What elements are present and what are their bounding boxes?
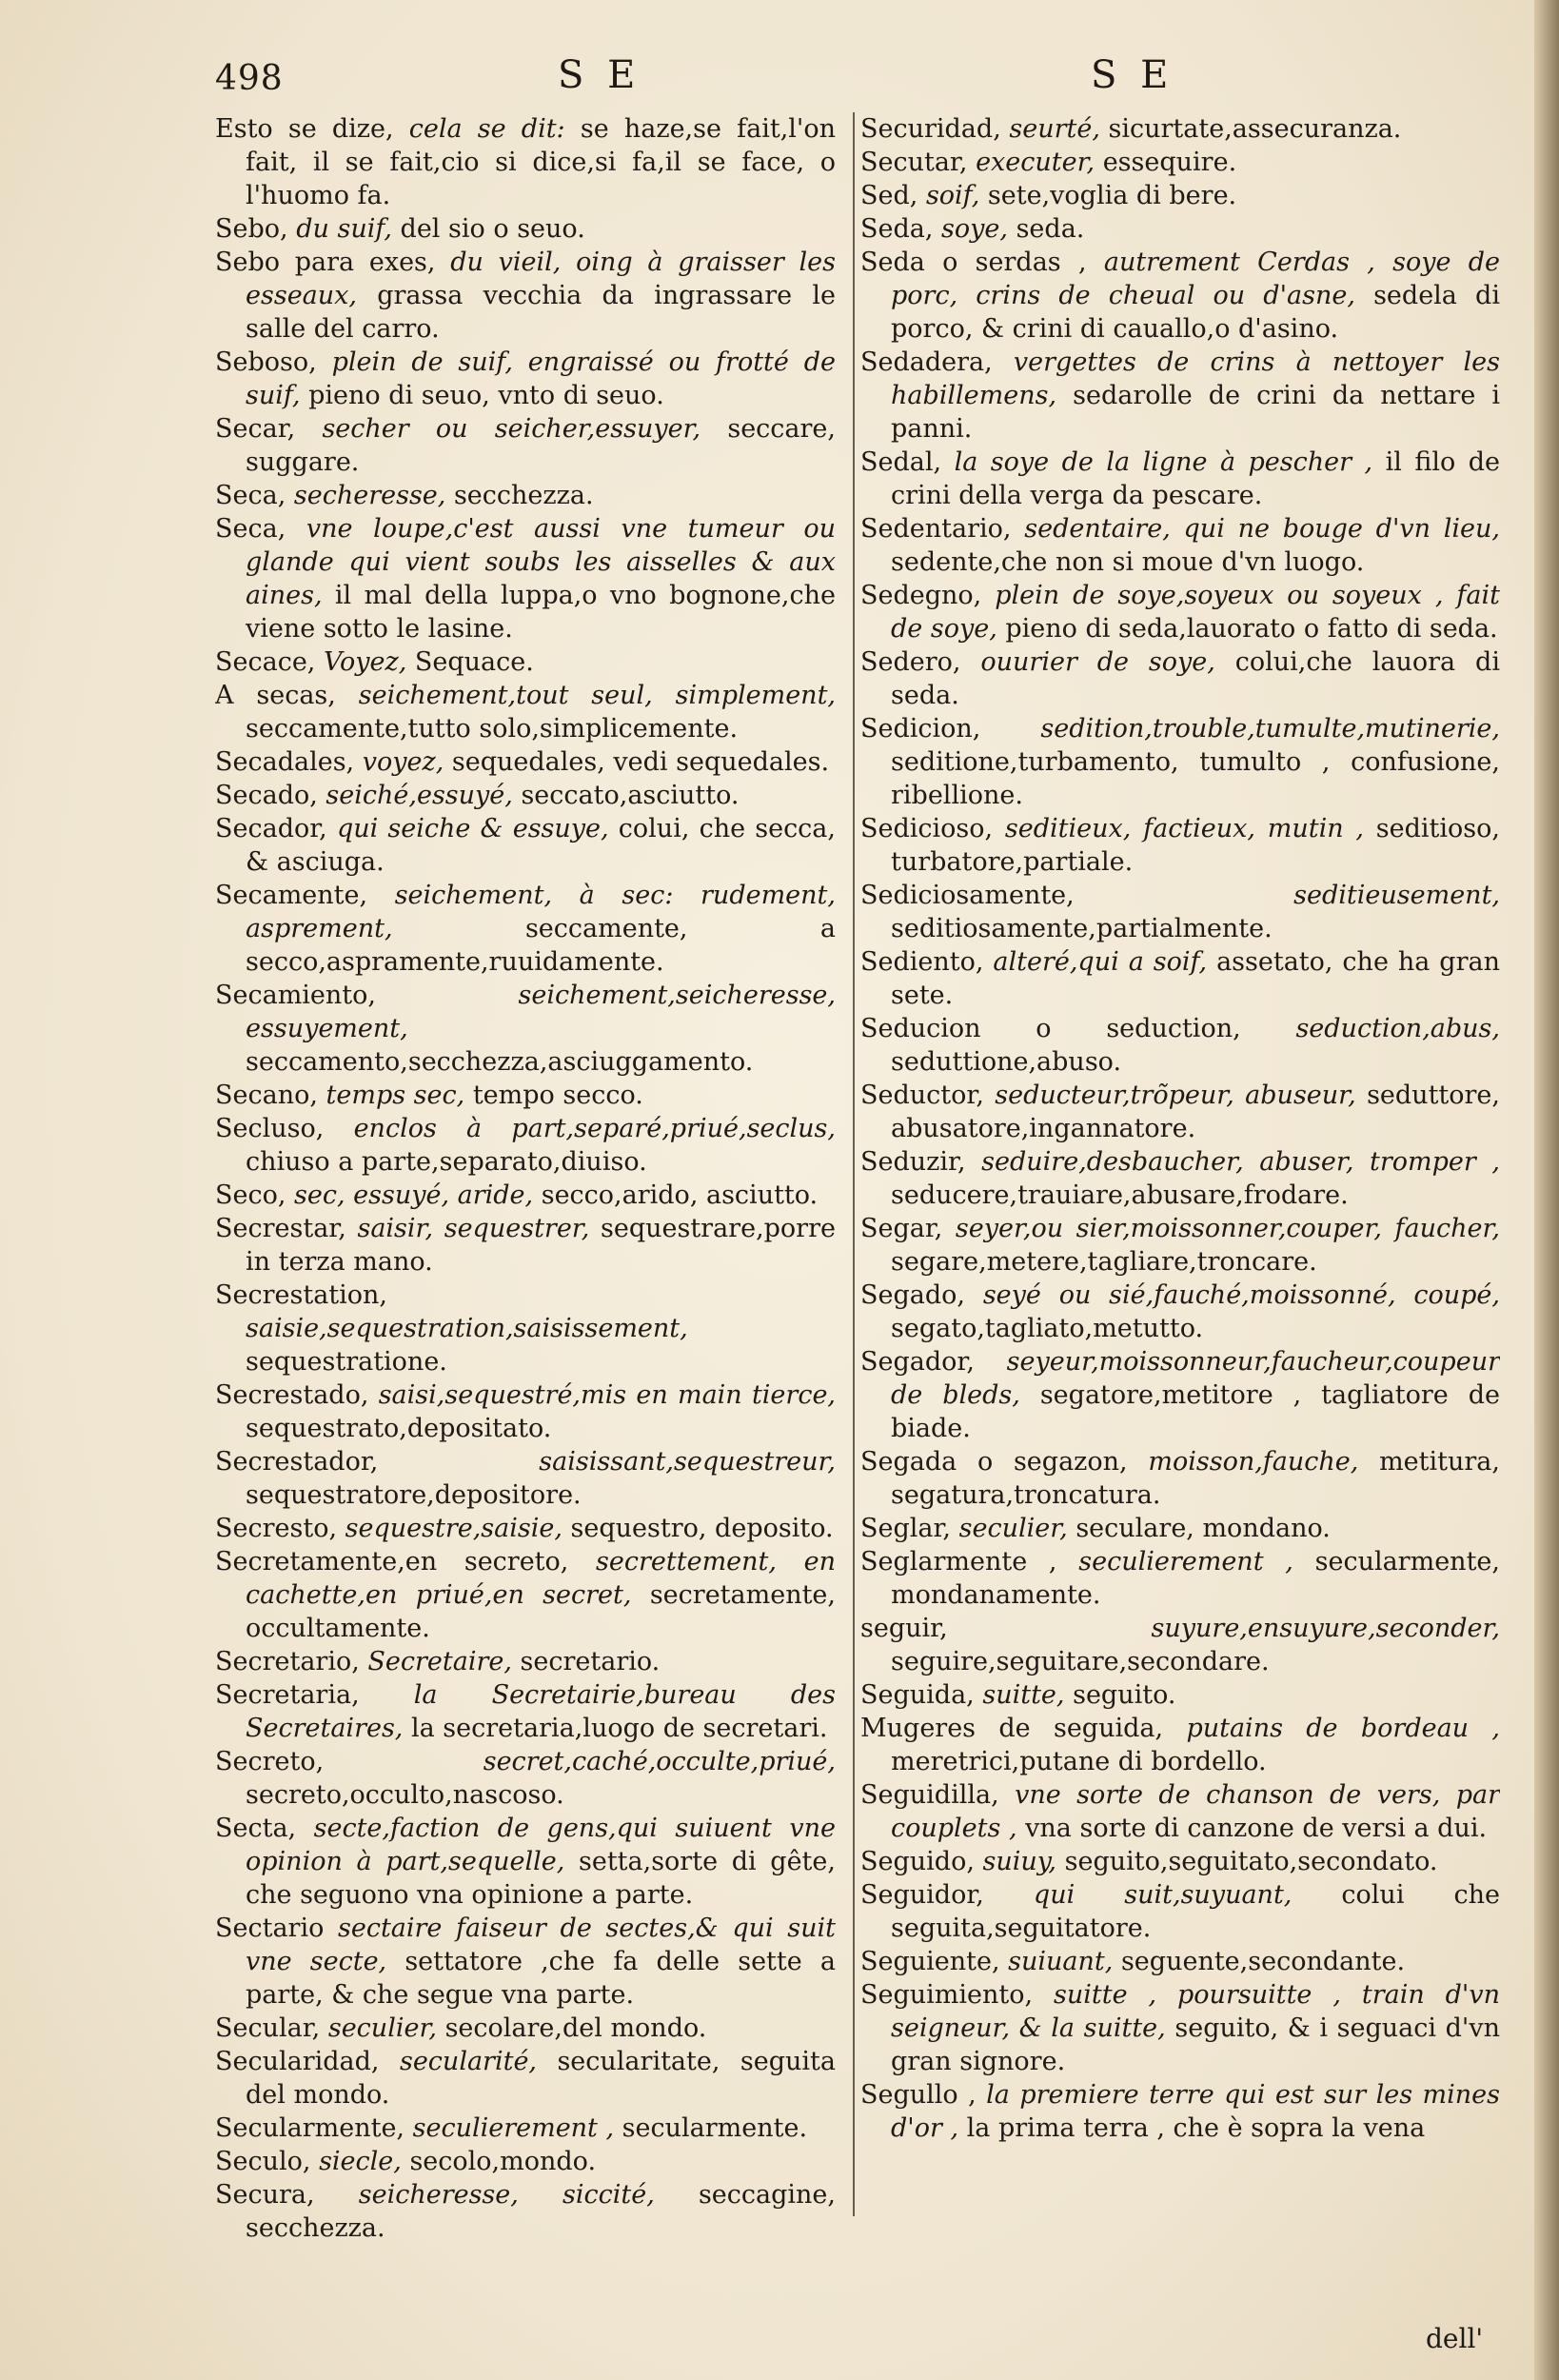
dictionary-entry — [215, 1112, 836, 1179]
headword: Secretamente,en secreto, — [215, 1547, 569, 1577]
italian-gloss: secco,arido, asciutto. — [541, 1180, 819, 1210]
headword: Sedicion, — [860, 714, 981, 744]
italian-gloss: meretrici,putane di bordello. — [891, 1747, 1267, 1776]
dictionary-entry — [860, 179, 1500, 212]
headword: Sebo, — [215, 214, 288, 244]
italian-gloss: tempo secco. — [472, 1081, 643, 1110]
dictionary-entry — [860, 1945, 1500, 1978]
italian-gloss: metitura, segatura,troncatura. — [891, 1447, 1500, 1510]
italian-gloss: colui,che lauora di seda. — [891, 647, 1500, 710]
headword: Seboso, — [215, 347, 317, 377]
french-gloss: la Secretairie,bureau des Secretaires, — [246, 1680, 836, 1743]
right-column — [860, 112, 1500, 2283]
dictionary-entry — [860, 346, 1500, 446]
dictionary-entry — [215, 745, 836, 779]
dictionary-entry — [215, 1545, 836, 1645]
dictionary-entry — [860, 112, 1500, 146]
french-gloss: seichement,tout seul, simplement, — [358, 681, 836, 710]
dictionary-entry — [860, 579, 1500, 645]
french-gloss: Voyez, — [323, 647, 407, 677]
dictionary-entry — [215, 1445, 836, 1512]
headword: Secamente, — [215, 881, 368, 910]
french-gloss: seichement, à sec: rudement, asprement, — [246, 881, 836, 943]
french-gloss: qui suit,suyuant, — [1033, 1880, 1293, 1910]
french-gloss: sequestre,saisie, — [345, 1514, 562, 1543]
italian-gloss: secretario. — [520, 1647, 661, 1676]
french-gloss: seyer,ou sier,moissonner,couper, faucher, — [955, 1214, 1500, 1243]
dictionary-entry — [215, 2045, 836, 2112]
italian-gloss: segato,tagliato,metutto. — [891, 1314, 1204, 1343]
headword: Secamiento, — [215, 981, 376, 1010]
italian-gloss: seccamente,tutto solo,simplicemente. — [246, 714, 739, 744]
french-gloss: soye, — [941, 214, 1008, 244]
french-gloss: seculierement , — [1078, 1547, 1293, 1577]
french-gloss: seyé ou sié,fauché,moissonné, coupé, — [982, 1280, 1500, 1310]
italian-gloss: segatore,metitore , tagliatore de biade. — [891, 1380, 1500, 1443]
headword: Seculo, — [215, 2147, 311, 2176]
italian-gloss: secchezza. — [453, 481, 594, 510]
dictionary-entry — [860, 446, 1500, 512]
headword: Secado, — [215, 781, 318, 810]
headword: Secularidad, — [215, 2047, 380, 2076]
headword: Sediciosamente, — [860, 881, 1075, 910]
headword: A secas, — [215, 681, 336, 710]
french-gloss: plein de soye,soyeux ou soyeux , fait de soye, — [891, 581, 1500, 644]
italian-gloss: seditione,turbamento, tumulto , confusione, ribellione. — [891, 747, 1500, 810]
headword: Secura, — [215, 2180, 315, 2210]
french-gloss: seduction,abus, — [1295, 1014, 1500, 1043]
dictionary-entry — [860, 1345, 1500, 1445]
french-gloss: plein de suif, engraissé ou frotté de suif, — [246, 347, 836, 410]
headword: Securidad, — [860, 114, 1001, 144]
dictionary-entry — [215, 2178, 836, 2245]
italian-gloss: setta,sorte di gête, che seguono vna opinione a parte. — [246, 1847, 836, 1910]
dictionary-entry — [215, 112, 836, 212]
headword: Secrestation, — [215, 1280, 387, 1310]
italian-gloss: sicurtate,assecuranza. — [1108, 114, 1402, 144]
headword: Sedentario, — [860, 514, 1012, 544]
italian-gloss: seguente,secondante. — [1120, 1947, 1406, 1976]
italian-gloss: sedela di porco, & crini di cauallo,o d'asino. — [891, 281, 1500, 344]
dictionary-entry — [860, 1845, 1500, 1878]
italian-gloss: secolare,del mondo. — [444, 2013, 707, 2043]
dictionary-entry — [215, 2112, 836, 2145]
italian-gloss: secularitate, seguita del mondo. — [246, 2047, 836, 2110]
italian-gloss: segare,metere,tagliare,troncare. — [891, 1247, 1317, 1277]
headword: Seguida, — [860, 1680, 975, 1710]
headword: Seguiente, — [860, 1947, 1000, 1976]
french-gloss: saisie,sequestration,saisissement, — [246, 1314, 688, 1343]
column-divider — [853, 112, 855, 2216]
headword: Secresto, — [215, 1514, 338, 1543]
dictionary-entry — [215, 979, 836, 1079]
dictionary-entry — [860, 1678, 1500, 1712]
french-gloss: soif, — [925, 181, 980, 210]
french-gloss: seditieusement, — [1293, 881, 1500, 910]
headword: Seguidilla, — [860, 1780, 999, 1810]
headword: Seglar, — [860, 1514, 952, 1543]
dictionary-entry — [860, 146, 1500, 179]
italian-gloss: sedarolle de crini da nettare i panni. — [891, 381, 1500, 444]
dictionary-entry — [215, 1179, 836, 1212]
headword: Segullo , — [860, 2080, 977, 2110]
dictionary-entry — [215, 1645, 836, 1678]
italian-gloss: grassa vecchia da ingrassare le salle del carro. — [246, 281, 836, 344]
italian-gloss: sequestro, deposito. — [570, 1514, 834, 1543]
headword: Secace, — [215, 647, 316, 677]
dictionary-entry — [215, 812, 836, 879]
italian-gloss: secularmente. — [622, 2113, 808, 2143]
italian-gloss: seguito,seguitato,secondato. — [1064, 1847, 1438, 1876]
french-gloss: executer, — [976, 148, 1095, 177]
left-running-head: S E — [558, 53, 641, 97]
headword: Sedero, — [860, 647, 961, 677]
italian-gloss: seguito. — [1073, 1680, 1176, 1710]
french-gloss: saisir, sequestrer, — [357, 1214, 590, 1243]
french-gloss: enclos à part,separé,priué,seclus, — [353, 1114, 836, 1143]
dictionary-entry — [215, 512, 836, 645]
dictionary-entry — [860, 812, 1500, 879]
french-gloss: seiché,essuyé, — [326, 781, 513, 810]
french-gloss: secher ou seicher,essuyer, — [322, 414, 701, 444]
headword: Sediento, — [860, 947, 984, 977]
headword: Secrestador, — [215, 1447, 379, 1477]
dictionary-entry — [860, 1612, 1500, 1678]
italian-gloss: sequestrare,porre in terza mano. — [246, 1214, 836, 1277]
headword: Seco, — [215, 1180, 286, 1210]
catchword: dell' — [1426, 2323, 1484, 2354]
dictionary-entry — [860, 1079, 1500, 1145]
french-gloss: suiuy, — [982, 1847, 1057, 1876]
dictionary-entry — [215, 1745, 836, 1812]
french-gloss: moisson,fauche, — [1148, 1447, 1359, 1477]
italian-gloss: se haze,se fait,l'on fait, il se fait,cio si dice,si fa,il se face, o l'huomo fa. — [246, 114, 836, 210]
french-gloss: voyez, — [362, 747, 444, 777]
headword: Segador, — [860, 1347, 975, 1377]
french-gloss: vergettes de crins à nettoyer les habillemens, — [891, 347, 1500, 410]
french-gloss: secte,faction de gens,qui suiuent vne opinion à part,sequelle, — [246, 1814, 836, 1876]
french-gloss: suyure,ensuyure,seconder, — [1151, 1614, 1500, 1643]
headword: Secrestado, — [215, 1380, 369, 1410]
headword: Seda o serdas , — [860, 248, 1087, 277]
italian-gloss: seditiosamente,partialmente. — [891, 914, 1273, 943]
italian-gloss: sequestrato,depositato. — [246, 1414, 552, 1443]
french-gloss: du vieil, oing à graisser les esseaux, — [246, 248, 836, 310]
dictionary-entry — [215, 479, 836, 512]
headword: Secta, — [215, 1814, 297, 1843]
page-number: 498 — [215, 59, 284, 98]
french-gloss: seichement,seicheresse, essuyement, — [246, 981, 836, 1043]
french-gloss: saisissant,sequestreur, — [539, 1447, 836, 1477]
italian-gloss: secularmente, mondanamente. — [891, 1547, 1500, 1610]
italian-gloss: vna sorte di canzone de versi a dui. — [1025, 1814, 1488, 1843]
dictionary-entry — [215, 645, 836, 679]
italian-gloss: secretamente, occultamente. — [246, 1580, 836, 1643]
italian-gloss: sequedales, vedi sequedales. — [451, 747, 830, 777]
dictionary-entry — [860, 1512, 1500, 1545]
french-gloss: alteré,qui a soif, — [993, 947, 1208, 977]
dictionary-entry — [860, 212, 1500, 246]
headword: Secrestar, — [215, 1214, 346, 1243]
french-gloss: seyeur,moissonneur,faucheur,coupeur de bleds, — [891, 1347, 1500, 1410]
headword: Secularmente, — [215, 2113, 405, 2143]
headword: Secador, — [215, 814, 327, 843]
italian-gloss: sequestratione. — [246, 1347, 447, 1377]
dictionary-entry — [860, 712, 1500, 812]
french-gloss: secret,caché,occulte,priué, — [483, 1747, 836, 1776]
headword: Seca, — [215, 514, 286, 544]
headword: Sedegno, — [860, 581, 982, 610]
french-gloss: secrettement, en cachette,en priué,en secret, — [246, 1547, 836, 1610]
french-gloss: sedition,trouble,tumulte,mutinerie, — [1040, 714, 1500, 744]
italian-gloss: essequire. — [1102, 148, 1237, 177]
right-running-head: S E — [1091, 53, 1174, 97]
dictionary-entry — [860, 1878, 1500, 1945]
french-gloss: suitte, — [982, 1680, 1065, 1710]
dictionary-entry — [860, 879, 1500, 945]
dictionary-entry — [215, 1279, 836, 1378]
dictionary-entry — [860, 1145, 1500, 1212]
headword: Sebo para exes, — [215, 248, 436, 277]
headword: Seglarmente , — [860, 1547, 1057, 1577]
dictionary-entry — [860, 1712, 1500, 1778]
dictionary-entry — [860, 246, 1500, 346]
italian-gloss: colui che seguita,seguitatore. — [891, 1880, 1500, 1943]
french-gloss: putains de bordeau , — [1186, 1714, 1500, 1743]
headword: Segado, — [860, 1280, 965, 1310]
italian-gloss: Sequace. — [414, 647, 534, 677]
french-gloss: seduire,desbaucher, abuser, tromper , — [981, 1147, 1500, 1177]
italian-gloss: seccare, suggare. — [246, 414, 836, 477]
french-gloss: seurté, — [1009, 114, 1100, 144]
french-gloss: vne sorte de chanson de vers, par couplets , — [891, 1780, 1500, 1843]
headword: Esto se dize, — [215, 114, 394, 144]
dictionary-entry — [860, 1212, 1500, 1279]
dictionary-entry — [215, 1678, 836, 1745]
italian-gloss: colui, che secca, & asciuga. — [246, 814, 836, 877]
headword: Seductor, — [860, 1081, 984, 1110]
headword: Seducion o seduction, — [860, 1014, 1241, 1043]
left-column — [215, 112, 836, 2283]
italian-gloss: seducere,trauiare,abusare,frodare. — [891, 1180, 1349, 1210]
french-gloss: cela se dit: — [408, 114, 565, 144]
dictionary-entry — [860, 1445, 1500, 1512]
headword: Sedadera, — [860, 347, 993, 377]
french-gloss: sectaire faiseur de sectes,& qui suit vne secte, — [246, 1914, 836, 1976]
french-gloss: seicheresse, siccité, — [358, 2180, 655, 2210]
dictionary-entry — [215, 1912, 836, 2012]
dictionary-entry — [215, 1378, 836, 1445]
french-gloss: sedentaire, qui ne bouge d'vn lieu, — [1024, 514, 1500, 544]
headword: Secretario, — [215, 1647, 360, 1676]
french-gloss: seculier, — [958, 1514, 1068, 1543]
italian-gloss: seduttore, abusatore,ingannatore. — [891, 1081, 1500, 1143]
headword: Segada o segazon, — [860, 1447, 1128, 1477]
headword: Seguido, — [860, 1847, 975, 1876]
italian-gloss: seculare, mondano. — [1076, 1514, 1331, 1543]
headword: Seda, — [860, 214, 934, 244]
french-gloss: du suif, — [296, 214, 392, 244]
headword: Seguimiento, — [860, 1980, 1034, 2010]
french-gloss: suitte , poursuitte , train d'vn seigneur, & la suitte, — [891, 1980, 1500, 2043]
french-gloss: la premiere terre qui est sur les mines d'or , — [891, 2080, 1500, 2143]
dictionary-entry — [215, 412, 836, 479]
italian-gloss: seduttione,abuso. — [891, 1047, 1122, 1077]
headword: Mugeres de seguida, — [860, 1714, 1164, 1743]
french-gloss: temps sec, — [326, 1081, 465, 1110]
dictionary-entry — [215, 1079, 836, 1112]
dictionary-entry — [860, 1778, 1500, 1845]
dictionary-entry — [860, 645, 1500, 712]
italian-gloss: seditioso, turbatore,partiale. — [891, 814, 1500, 877]
headword: Seguidor, — [860, 1880, 984, 1910]
headword: Seduzir, — [860, 1147, 966, 1177]
dictionary-entry — [215, 212, 836, 246]
headword: Secutar, — [860, 148, 968, 177]
french-gloss: siecle, — [319, 2147, 402, 2176]
headword: Secular, — [215, 2013, 321, 2043]
headword: Seca, — [215, 481, 286, 510]
italian-gloss: seccagine, secchezza. — [246, 2180, 836, 2243]
headword: seguir, — [860, 1614, 948, 1643]
dictionary-entry — [860, 512, 1500, 579]
headword: Secretaria, — [215, 1680, 360, 1710]
dictionary-entry — [215, 346, 836, 412]
headword: Secreto, — [215, 1747, 325, 1776]
french-gloss: seducteur,trõpeur, abuseur, — [995, 1081, 1356, 1110]
french-gloss: ouurier de soye, — [980, 647, 1215, 677]
headword: Sectario — [215, 1914, 325, 1943]
french-gloss: secularité, — [399, 2047, 537, 2076]
italian-gloss: la prima terra , che è sopra la vena — [966, 2113, 1426, 2143]
headword: Secano, — [215, 1081, 318, 1110]
french-gloss: vne loupe,c'est aussi vne tumeur ou glande qui vient soubs les aisselles & aux aines, — [246, 514, 836, 610]
italian-gloss: sedente,che non si moue d'vn luogo. — [891, 547, 1365, 577]
italian-gloss: sete,voglia di bere. — [987, 181, 1237, 210]
italian-gloss: seccato,asciutto. — [521, 781, 740, 810]
italian-gloss: del sio o seuo. — [400, 214, 585, 244]
italian-gloss: secolo,mondo. — [409, 2147, 597, 2176]
headword: Sedal, — [860, 447, 942, 477]
italian-gloss: seguito, & i seguaci d'vn gran signore. — [891, 2013, 1500, 2076]
headword: Secar, — [215, 414, 296, 444]
french-gloss: suiuant, — [1008, 1947, 1114, 1976]
italian-gloss: seguire,seguitare,secondare. — [891, 1647, 1270, 1676]
italian-gloss: pieno di seda,lauorato o fatto di seda. — [1005, 614, 1498, 644]
french-gloss: seculier, — [327, 2013, 437, 2043]
french-gloss: seculierement , — [412, 2113, 615, 2143]
dictionary-entry — [215, 679, 836, 745]
italian-gloss: sequestratore,depositore. — [246, 1480, 582, 1510]
dictionary-entry — [860, 1012, 1500, 1079]
dictionary-entry — [215, 2145, 836, 2178]
italian-gloss: seda. — [1016, 214, 1085, 244]
italian-gloss: secreto,occulto,nascoso. — [246, 1780, 564, 1810]
dictionary-entry — [215, 1812, 836, 1912]
page-spine-shadow — [1534, 0, 1559, 2380]
dictionary-entry — [215, 1512, 836, 1545]
dictionary-entry — [215, 1212, 836, 1279]
dictionary-entry — [860, 945, 1500, 1012]
french-gloss: seditieux, factieux, mutin , — [1004, 814, 1364, 843]
french-gloss: la soye de la ligne à pescher , — [954, 447, 1373, 477]
french-gloss: qui seiche & essuye, — [336, 814, 609, 843]
french-gloss: autrement Cerdas , soye de porc, crins de cheual ou d'asne, — [891, 248, 1500, 310]
dictionary-entry — [215, 246, 836, 346]
french-gloss: sec, essuyé, aride, — [294, 1180, 534, 1210]
french-gloss: Secretaire, — [367, 1647, 512, 1676]
dictionary-entry — [860, 1545, 1500, 1612]
headword: Sed, — [860, 181, 918, 210]
headword: Sedicioso, — [860, 814, 994, 843]
italian-gloss: chiuso a parte,separato,diuiso. — [246, 1147, 647, 1177]
headword: Segar, — [860, 1214, 943, 1243]
italian-gloss: la secretaria,luogo de secretari. — [410, 1714, 828, 1743]
italian-gloss: settatore ,che fa delle sette a parte, & che segue vna parte. — [246, 1947, 836, 2010]
italian-gloss: seccamento,secchezza,asciuggamento. — [246, 1047, 754, 1077]
italian-gloss: il mal della luppa,o vno bognone,che viene sotto le lasine. — [246, 581, 836, 644]
french-gloss: saisi,sequestré,mis en main tierce, — [378, 1380, 836, 1410]
italian-gloss: assetato, che ha gran sete. — [891, 947, 1500, 1010]
dictionary-entry — [860, 1279, 1500, 1345]
headword: Secadales, — [215, 747, 355, 777]
italian-gloss: il filo de crini della verga da pescare. — [891, 447, 1500, 510]
french-gloss: secheresse, — [293, 481, 446, 510]
page-header — [215, 53, 1519, 103]
dictionary-entry — [215, 879, 836, 979]
dictionary-entry — [215, 2012, 836, 2045]
dictionary-entry — [860, 2078, 1500, 2145]
dictionary-entry — [860, 1978, 1500, 2078]
dictionary-entry — [215, 779, 836, 812]
italian-gloss: pieno di seuo, vnto di seuo. — [308, 381, 664, 410]
italian-gloss: seccamente, a secco,aspramente,ruuidamente. — [246, 914, 836, 977]
headword: Secluso, — [215, 1114, 325, 1143]
